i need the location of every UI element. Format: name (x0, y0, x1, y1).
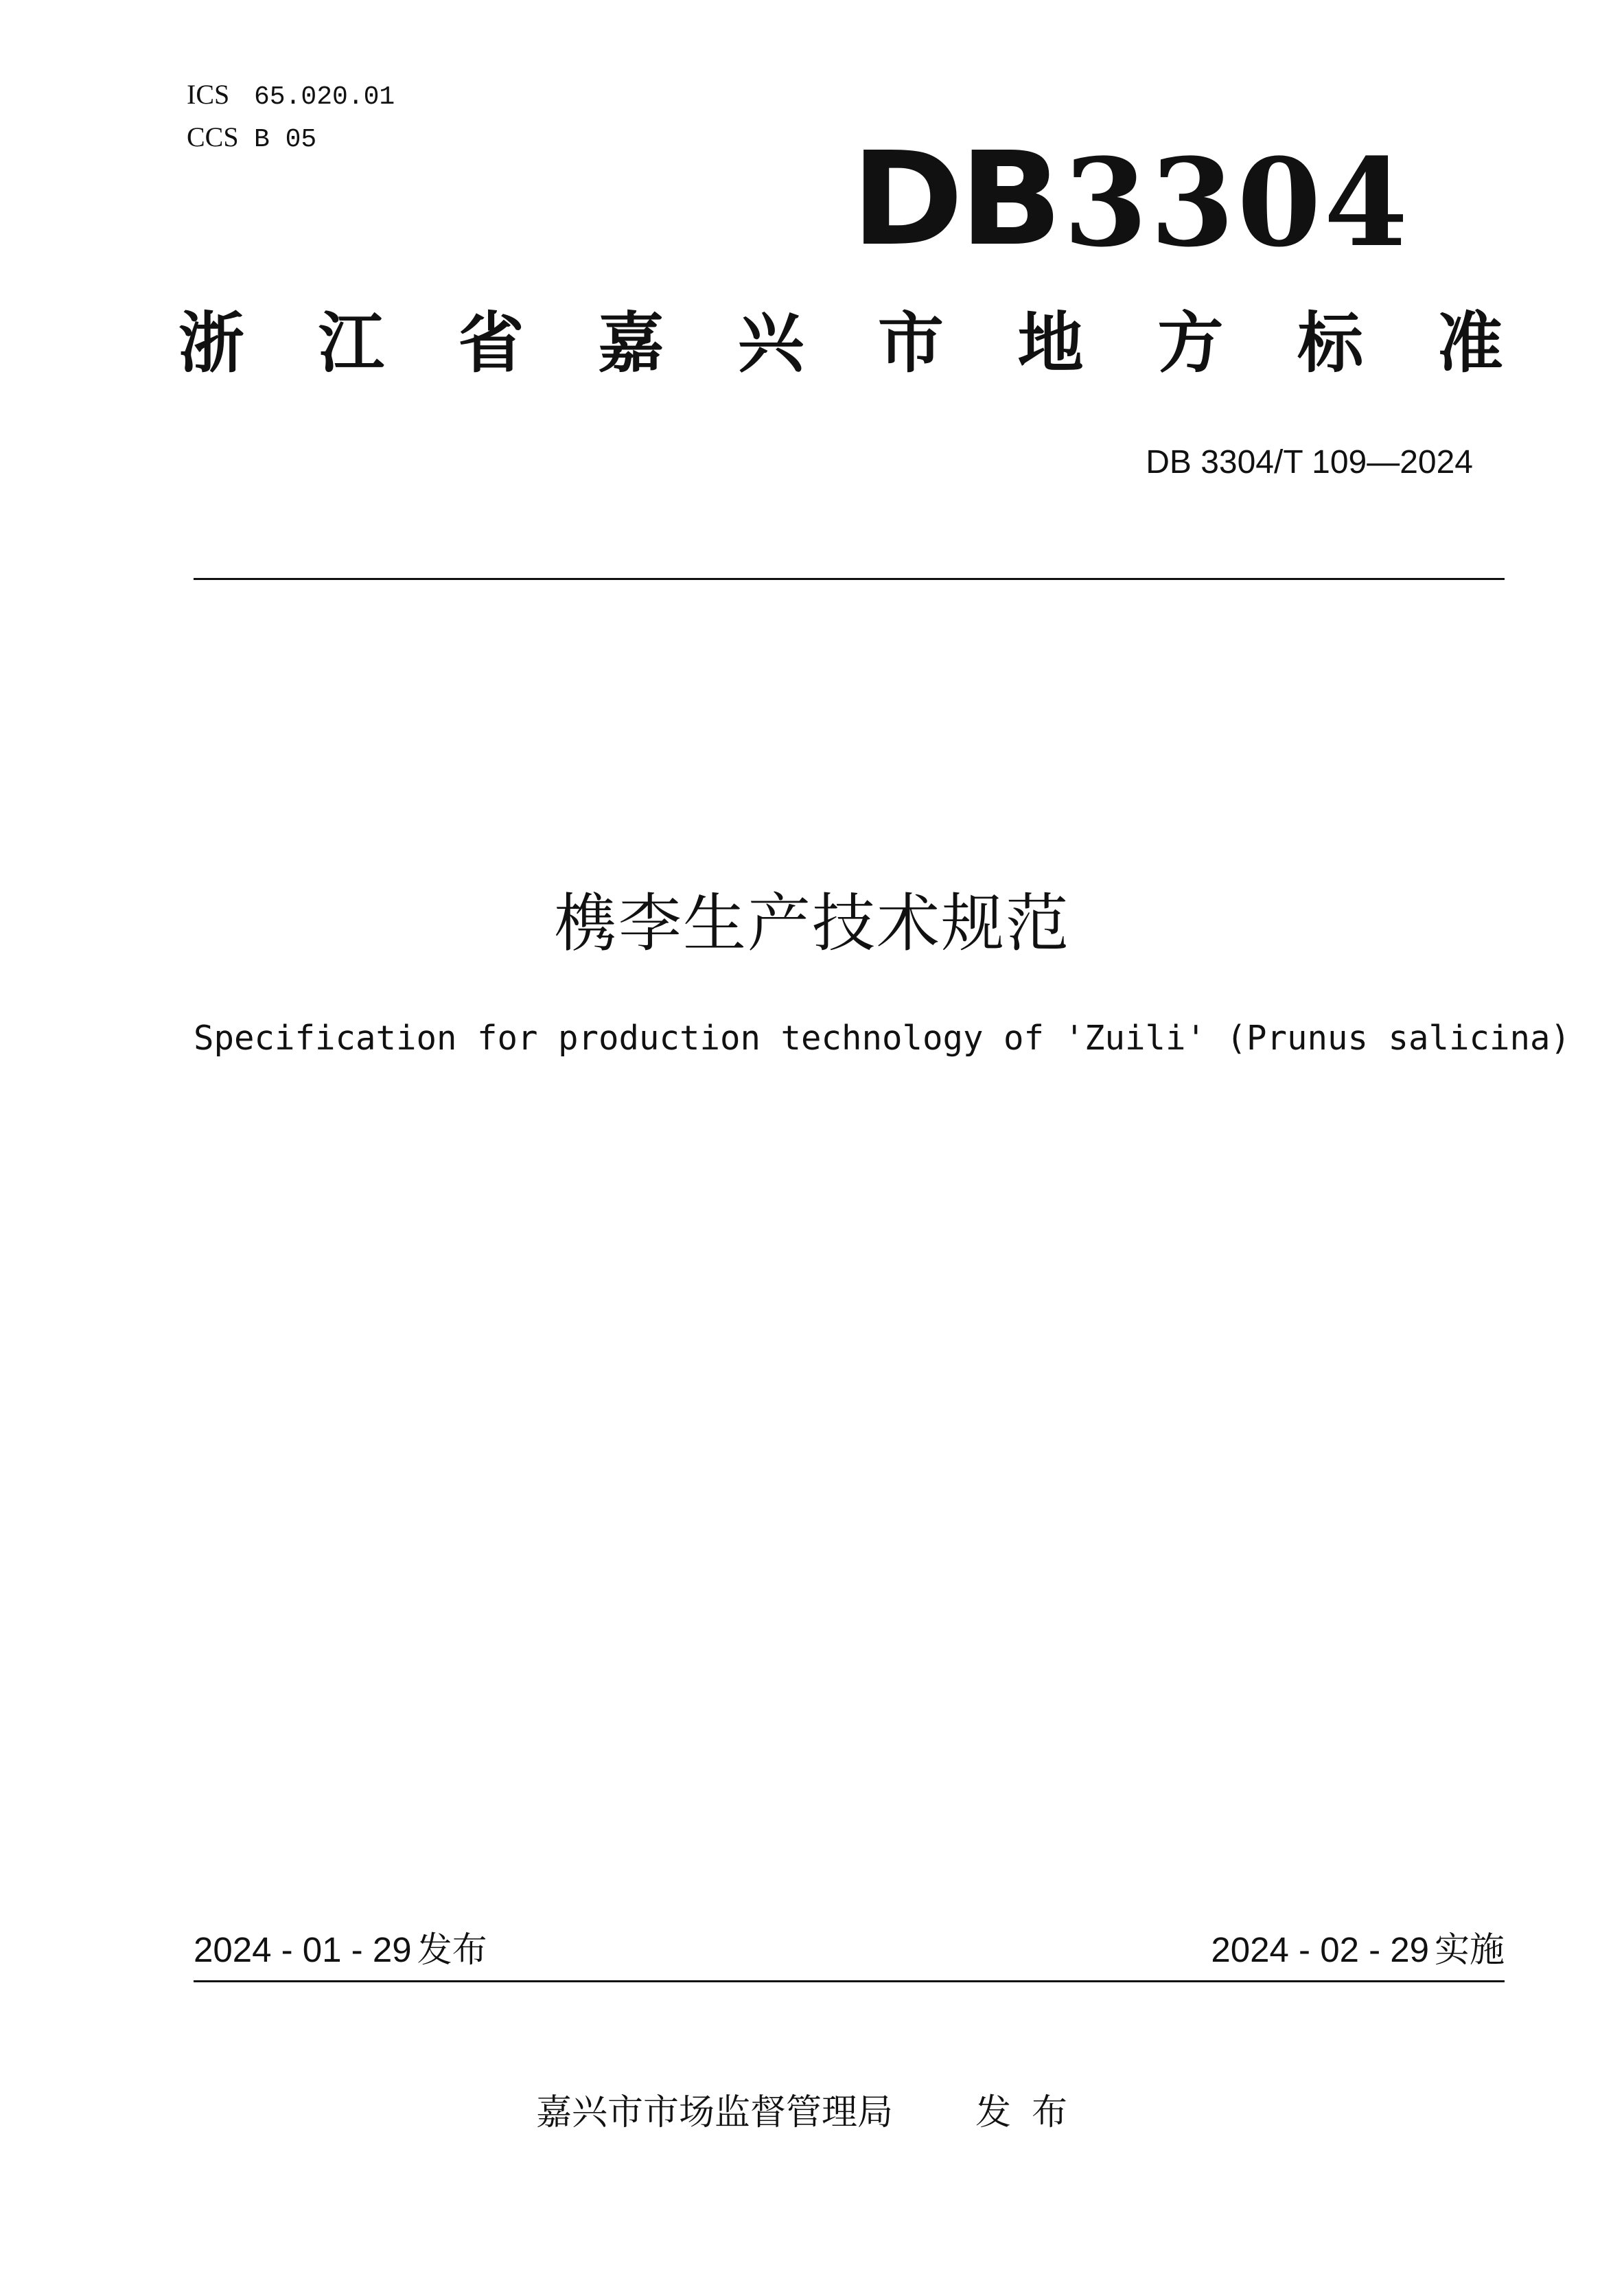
standard-type-char: 嘉 (598, 305, 664, 382)
standard-type-char: 准 (1437, 305, 1503, 382)
ccs-value: B 05 (254, 125, 317, 154)
standard-mark-prefix: DB (851, 124, 1058, 275)
publish-date-value: 2024 - 01 - 29 (194, 1930, 412, 1969)
standard-type-char: 方 (1157, 305, 1224, 382)
document-title-en: Specification for production technology of 'Zuili' (Prunus salicina) (194, 1019, 1571, 1058)
issuing-organization: 嘉兴市市场监督管理局 (535, 2092, 893, 2133)
implement-date-value: 2024 - 02 - 29 (1211, 1930, 1429, 1969)
standard-type-char: 标 (1297, 305, 1364, 382)
ics-label: ICS (187, 79, 230, 110)
standard-type-char: 兴 (738, 305, 804, 382)
issue-action: 发布 (975, 2092, 1089, 2133)
publish-date-label: 发布 (417, 1930, 487, 1971)
ccs-label: CCS (187, 121, 239, 152)
standard-type-char: 市 (877, 305, 944, 382)
standard-type-heading (178, 305, 1503, 382)
implement-date (1211, 1930, 1505, 1971)
standard-type-char: 江 (318, 305, 384, 382)
implement-date-label: 实施 (1434, 1930, 1505, 1971)
publish-date (194, 1930, 487, 1971)
document-title-cn: 槜李生产技术规范 (553, 887, 1070, 960)
standard-number: DB 3304/T 109—2024 (1146, 444, 1473, 480)
bottom-divider (194, 1980, 1505, 1982)
standard-mark (851, 124, 1411, 275)
issuer-line (0, 2092, 1624, 2133)
standard-type-char: 地 (1017, 305, 1084, 382)
ics-code (187, 81, 395, 111)
top-divider (194, 578, 1505, 580)
standard-mark-code: 3304 (1063, 131, 1411, 274)
standard-type-char: 浙 (178, 305, 244, 382)
ccs-code (187, 121, 317, 154)
standard-type-char: 省 (458, 305, 524, 382)
ics-value: 65.020.01 (254, 82, 395, 112)
